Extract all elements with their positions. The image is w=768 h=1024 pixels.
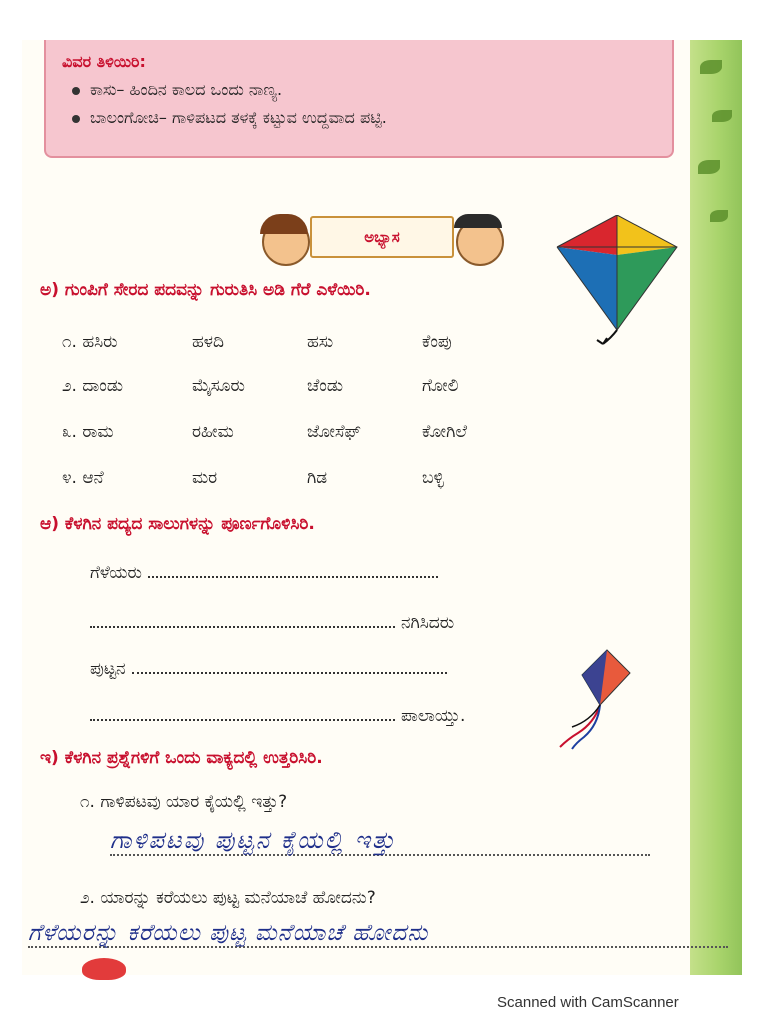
question-1: ೧. ಗಾಳಿಪಟವು ಯಾರ ಕೈಯಲ್ಲಿ ಇತ್ತು? — [80, 792, 288, 812]
section-a-heading: ಅ) ಗುಂಪಿಗೆ ಸೇರದ ಪದವನ್ನು ಗುರುತಿಸಿ ಅಡಿ ಗೆರೆ ಎಳೆಯಿರಿ. — [40, 280, 371, 300]
small-kite-illustration-icon — [552, 645, 642, 755]
decorative-flower-icon — [82, 958, 126, 980]
kite-illustration-icon — [552, 215, 682, 345]
fill-blank-line[interactable] — [90, 612, 395, 628]
poem-line: ಪುಟ್ಟನ — [90, 658, 447, 679]
note-item: ಕಾಸು– ಹಿಂದಿನ ಕಾಲದ ಒಂದು ನಾಣ್ಯ. — [72, 80, 656, 100]
banner-label: ಅಭ್ಯಾಸ — [310, 216, 454, 258]
fill-blank-line[interactable] — [132, 658, 447, 674]
word-group-row: ೩. ರಾಮ ರಹೀಮ ಜೋಸೆಫ್ ಕೋಗಿಲೆ — [62, 422, 468, 442]
word-group-row: ೧. ಹಸಿರು ಹಳದಿ ಹಸು ಕೆಂಪು — [62, 332, 452, 352]
vocabulary-note-box — [44, 40, 674, 158]
section-c-heading: ಇ) ಕೆಳಗಿನ ಪ್ರಶ್ನೆಗಳಿಗೆ ಒಂದು ವಾಕ್ಯದಲ್ಲಿ ಉತ್ತರಿಸಿರಿ. — [40, 748, 323, 768]
bullet-icon — [72, 87, 80, 95]
poem-line: ಗೆಳೆಯರು — [90, 562, 438, 583]
bullet-icon — [72, 115, 80, 123]
answer-2[interactable]: ಗೆಳೆಯರನ್ನು ಕರೆಯಲು ಪುಟ್ಟ ಮನೆಯಾಚೆ ಹೋದನು — [28, 920, 728, 948]
decorative-vine-strip — [690, 40, 742, 975]
scanner-watermark: Scanned with CamScanner — [497, 994, 679, 1011]
poem-line: ನಗಿಸಿದರು — [90, 612, 454, 633]
note-item: ಬಾಲಂಗೋಚಿ– ಗಾಳಿಪಟದ ತಳಕ್ಕೆ ಕಟ್ಟುವ ಉದ್ದವಾದ ಪಟ್ಟಿ. — [72, 108, 656, 128]
fill-blank-line[interactable] — [90, 705, 395, 721]
section-b-heading: ಆ) ಕೆಳಗಿನ ಪದ್ಯದ ಸಾಲುಗಳನ್ನು ಪೂರ್ಣಗೊಳಿಸಿರಿ. — [40, 514, 315, 534]
fill-blank-line[interactable] — [148, 562, 438, 578]
poem-line: ಪಾಲಾಯ್ತು. — [90, 705, 465, 726]
note-title: ವಿವರ ತಿಳಿಯಿರಿ: — [62, 52, 146, 71]
question-2: ೨. ಯಾರನ್ನು ಕರೆಯಲು ಪುಟ್ಟ ಮನೆಯಾಚೆ ಹೋದನು? — [80, 888, 376, 908]
word-group-row: ೨. ದಾಂಡು ಮೈಸೂರು ಚೆಂಡು ಗೋಲಿ — [62, 376, 459, 396]
workbook-page — [22, 40, 742, 975]
answer-1[interactable]: ಗಾಳಿಪಟವು ಪುಟ್ಟನ ಕೈಯಲ್ಲಿ ಇತ್ತು — [110, 826, 650, 856]
word-group-row: ೪. ಆನೆ ಮರ ಗಿಡ ಬಳ್ಳಿ — [62, 468, 444, 488]
exercise-banner — [262, 208, 502, 278]
